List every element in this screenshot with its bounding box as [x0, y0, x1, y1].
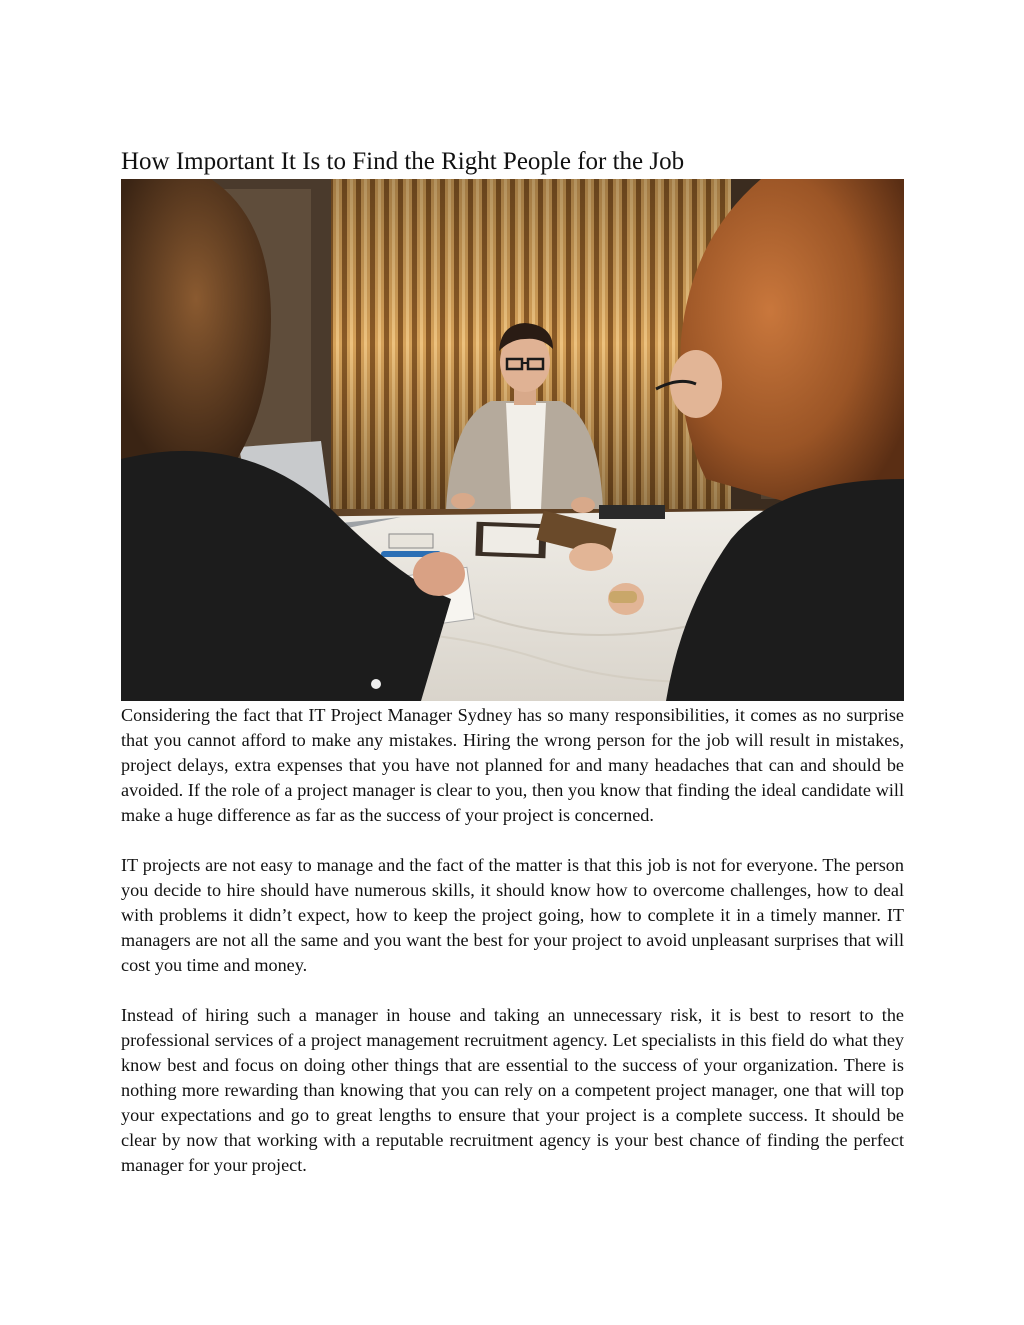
interview-photo: [121, 179, 904, 701]
page-title: How Important It Is to Find the Right People for the Job: [121, 148, 685, 175]
paragraph-3: Instead of hiring such a manager in house and taking an unnecessary risk, it is best to resort to the professional services of a project management recruitment agency. Let specialists in this field do what they know best and focus on doing other things that are essential to the success of your organization. There is nothing more rewarding than knowing that you can rely on a competent project manager, one that will top your expectations and go to great lengths to ensure that your project is a complete success. It should be clear by now that working with a reputable recruitment agency is your best chance of finding the perfect manager for your project.: [121, 1005, 904, 1175]
paragraph-2: IT projects are not easy to manage and the fact of the matter is that this job is not for everyone. The person you decide to hire should have numerous skills, it should know how to overcome challenges, how to deal with problems it didn’t expect, how to keep the project going, how to complete it in a timely manner. IT managers are not all the same and you want the best for your project to avoid unpleasant surprises that will cost you time and money.: [121, 855, 904, 975]
article-body: [121, 703, 904, 1203]
interview-photo-illustration: [121, 179, 904, 701]
paragraph-1: Considering the fact that IT Project Manager Sydney has so many responsibilities, it comes as no surprise that you cannot afford to make any mistakes. Hiring the wrong person for the job will result in mistakes, project delays, extra expenses that you have not planned for and many headaches that can and should be avoided. If the role of a project manager is clear to you, then you know that finding the ideal candidate will make a huge difference as far as the success of your project is concerned.: [121, 705, 904, 825]
